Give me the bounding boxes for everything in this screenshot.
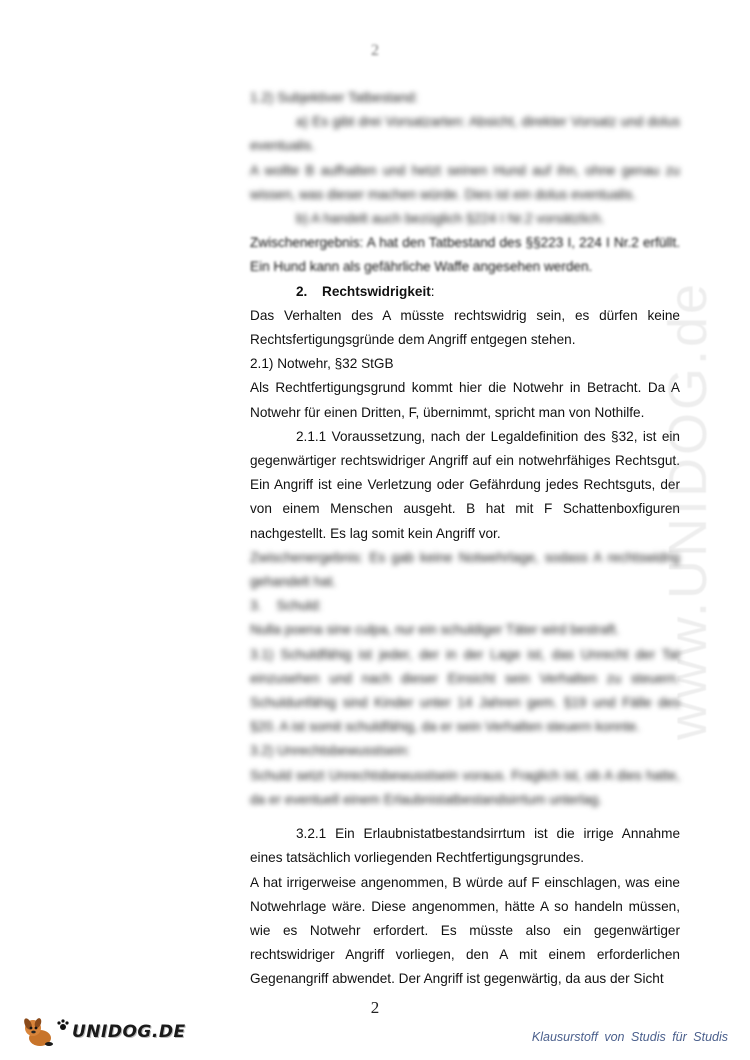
paragraph-nulla-poena: Nulla poena sine culpa, nur ein schuldiger Täter wird bestraft. xyxy=(250,622,620,638)
paw-icon xyxy=(56,1018,70,1032)
watermark-text: www.UNIDOG.de xyxy=(658,280,718,740)
section-suffix: : xyxy=(430,283,435,299)
section-title: Rechtswidrigkeit xyxy=(322,283,431,299)
paragraph-erlaubnistatbestandsirrtum: 3.2.1 Ein Erlaubnistatbestandsirrtum ist die irrige Annahme eines tatsächlich vorliegenden Rechtfertigungsgrundes. xyxy=(250,826,680,866)
paragraph-subjective-heading: 1.2) Subjektiver Tatbestand: xyxy=(250,90,419,105)
unidog-logo[interactable] xyxy=(20,1014,186,1050)
logo-text: UNIDOG.DE xyxy=(72,1022,186,1042)
paragraph-notwehr-heading: 2.1) Notwehr, §32 StGB xyxy=(250,356,394,372)
paragraph-unrechtsbewusstsein-heading: 3.2) Unrechtsbewusstsein: xyxy=(250,743,411,759)
footer-slogan: Klausurstoff von Studis für Studis xyxy=(531,1030,728,1044)
document-body xyxy=(250,86,680,992)
paragraph-zwischenergebnis-1: Zwischenergebnis: A hat den Tatbestand des §§223 I, 224 I Nr.2 erfüllt. Ein Hund kann als gefährliche Waffe angesehen werden. xyxy=(250,235,680,275)
paragraph-zwischenergebnis-2: Zwischenergebnis: Es gab keine Notwehrlage, sodass A rechtswidrig gehandelt hat. xyxy=(250,549,680,590)
paragraph-nothilfe: Als Rechtfertigungsgrund kommt hier die Notwehr in Betracht. Da A Notwehr für einen Dritten, F, übernimmt, spricht man von Nothilfe. xyxy=(250,380,680,420)
paragraph-rechtswidrig: Das Verhalten des A müsste rechtswidrig sein, es dürfen keine Rechtsfertigungsgründe dem Angriff entgegen stehen. xyxy=(250,307,680,348)
paragraph-vorsatzarten: a) Es gibt drei Vorsatzarten: Absicht, direkter Vorsatz und dolus eventualis. xyxy=(250,114,680,154)
paragraph-dolus-eventualis: A wollte B aufhalten und hetzt seinen Hund auf ihn, ohne genau zu wissen, was dieser machen würde. Dies ist ein dolus eventualis. xyxy=(250,162,680,202)
paragraph-voraussetzung: 2.1.1 Voraussetzung, nach der Legaldefinition des §32, ist ein gegenwärtiger rechtswidriger Angriff auf ein notwehrfähiges Rechtsgut. Ein Angriff ist eine Verletzung oder Gefährdung jedes Rechtsguts, der von einem Menschen ausgeht. B hat mit F Schattenboxfiguren nachgestellt. Es lag somit kein Angriff vor. xyxy=(250,428,680,541)
section-number: 2. xyxy=(296,283,308,299)
paragraph-schuld-heading: 3. Schuld: xyxy=(250,598,322,614)
dog-icon xyxy=(20,1014,56,1050)
paragraph-schuldfaehig: 3.1) Schuldfähig ist jeder, der in der Lage ist, das Unrecht der Tat einzusehen und nach dieser Einsicht sein Verhalten zu steuern. Schuldunfähig sind Kinder unter 14 Jahren gem. §19 und Fälle des §20. A ist somit schuldfähig, da er sein Verhalten steuern konnte. xyxy=(250,646,680,735)
top-page-number: 2 xyxy=(371,42,379,59)
bottom-page-number: 2 xyxy=(370,998,380,1017)
paragraph-unrechtsbewusstsein: Schuld setzt Unrechtsbewusstsein voraus. Fraglich ist, ob A dies hatte, da er eventuell einem Erlaubnistatbestandsirrtum unterlag. xyxy=(250,767,680,807)
section-heading-rechtswidrigkeit xyxy=(250,280,680,304)
paragraph-irrige-annahme: A hat irrigerweise angenommen, B würde auf F einschlagen, was eine Notwehrlage wäre. Diese angenommen, hätte A so handeln müssen, wie es Notwehr erfordert. Es müsste also ein gegenwärtiger rechtswidriger Angriff vorliegen, den A mit einem erforderlichen Gegenangriff abwendet. Der Angriff ist gegenwärtig, da aus der Sicht xyxy=(250,874,680,987)
paragraph-224-vorsatz: b) A handelt auch bezüglich §224 I Nr.2 vorsätzlich. xyxy=(296,211,605,227)
